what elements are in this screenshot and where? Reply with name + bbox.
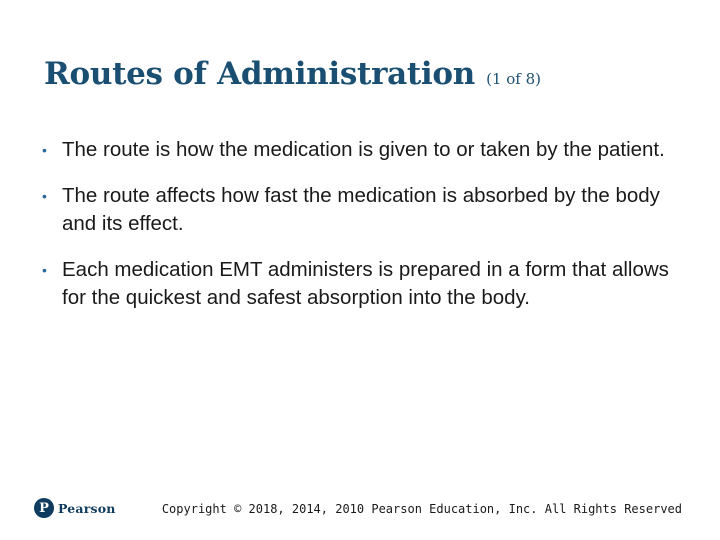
bullet-text: Each medication EMT administers is prepared in a form that allows for the quickest and safest absorption into the body. bbox=[62, 258, 669, 309]
slide-counter: (1 of 8) bbox=[486, 70, 542, 88]
pearson-logo-icon: P bbox=[34, 498, 54, 518]
bullet-text: The route is how the medication is given to or taken by the patient. bbox=[62, 138, 665, 161]
bullet-text: The route affects how fast the medication is absorbed by the body and its effect. bbox=[62, 184, 660, 235]
slide-footer bbox=[0, 490, 720, 540]
bullet-dot-icon: • bbox=[42, 188, 47, 204]
copyright-notice: Copyright © 2018, 2014, 2010 Pearson Education, Inc. All Rights Reserved bbox=[161, 502, 682, 516]
bullet-item bbox=[30, 136, 680, 164]
bullet-dot-icon: • bbox=[42, 142, 47, 158]
pearson-logo-text: Pearson bbox=[58, 500, 116, 516]
slide-title: Routes of Administration bbox=[44, 56, 475, 92]
bullet-dot-icon: • bbox=[42, 262, 47, 278]
bullet-list bbox=[30, 136, 680, 330]
slide-title-row bbox=[44, 56, 541, 92]
bullet-item bbox=[30, 256, 680, 312]
pearson-logo bbox=[34, 498, 116, 518]
bullet-item bbox=[30, 182, 680, 238]
